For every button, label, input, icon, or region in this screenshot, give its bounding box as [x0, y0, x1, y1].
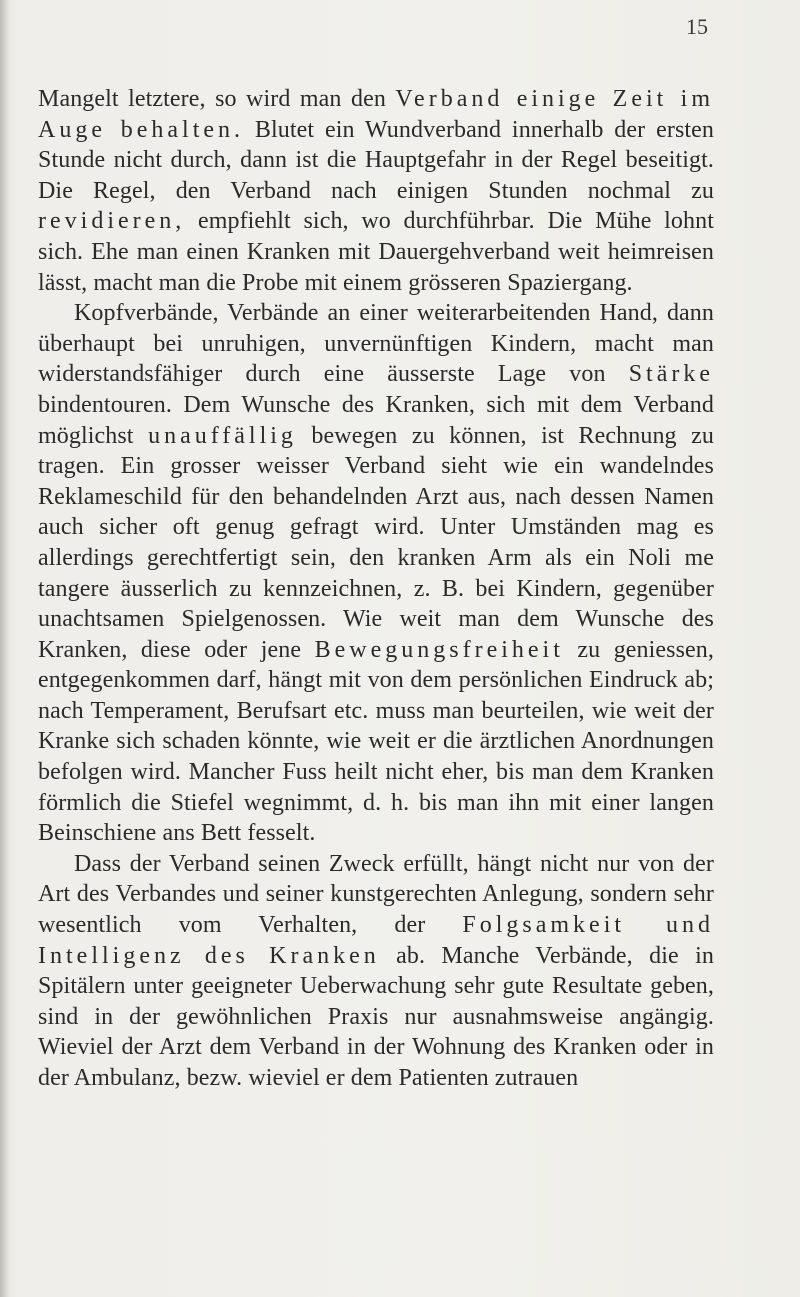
paragraph-1 — [38, 84, 714, 298]
spaced-text-segment: unauffällig — [148, 422, 297, 449]
text-segment: bindentouren. Dem Wunsche des Kranken, sich mit dem Verband möglichst — [38, 391, 714, 449]
text-segment: Kopfverbände, Verbände an einer weiterarbeitenden Hand, dann überhaupt bei unruhigen, unvernünftigen Kindern, macht man widerstandsfähiger durch eine äusserste Lage von — [38, 300, 714, 388]
body-text — [38, 84, 714, 1094]
spaced-text-segment: Stärke — [628, 361, 714, 388]
paragraph-2 — [38, 298, 714, 849]
spaced-text-segment: revidieren, — [38, 208, 186, 235]
spaced-text-segment: Bewegungsfreiheit — [314, 636, 564, 663]
spaced-text-segment: Folgsamkeit und Intelligenz des Kranken — [38, 912, 714, 969]
text-segment: empfiehlt sich, wo durchführbar. Die Mühe lohnt sich. Ehe man einen Kranken mit Dauergehverband weit heimreisen lässt, macht man die Probe mit einem grösseren Spaziergang. — [38, 208, 714, 296]
text-segment: Dass der Verband seinen Zweck erfüllt, hängt nicht nur von der Art des Verbandes und seiner kunstgerechten Anlegung, sondern sehr wesentlich vom Verhalten, der — [38, 850, 714, 939]
text-segment: Mangelt letztere, so wird man den — [38, 86, 396, 112]
page-gutter-shadow — [0, 0, 10, 1297]
text-segment: zu geniessen, entgegenkommen darf, hängt mit von dem persönlichen Eindruck ab; nach Temperament, Berufsart etc. muss man beurteilen, wie weit der Kranke sich schaden könnte, wie weit er die ärztlichen Anordnungen befolgen wird. Mancher Fuss heilt nicht eher, bis man dem Kranken förmlich die Stiefel wegnimmt, d. h. bis man ihn mit einer langen Beinschiene ans Bett fesselt. — [38, 636, 714, 847]
paragraph-3 — [38, 849, 714, 1094]
page-number: 15 — [686, 14, 708, 39]
text-segment: bewegen zu können, ist Rechnung zu tragen. Ein grosser weisser Verband sieht wie ein wandelndes Reklameschild für den behandelnden Arzt aus, nach dessen Namen auch sicher oft genug gefragt wird. Unter Umständen mag es allerdings gerechtfertigt sein, den kranken Arm als ein Noli me tangere äusserlich zu kennzeichnen, z. B. bei Kindern, gegenüber unachtsamen Spielgenossen. Wie weit man dem Wunsche des Kranken, diese oder jene — [38, 422, 714, 663]
text-segment: ab. Manche Verbände, die in Spitälern unter geeigneter Ueberwachung sehr gute Resultate geben, sind in der gewöhnlichen Praxis nur ausnahmsweise angängig. Wieviel der Arzt dem Verband in der Wohnung des Kranken oder in der Ambulanz, bezw. wieviel er dem Patienten zutrauen — [38, 942, 714, 1091]
text-segment: Blutet ein Wundverband innerhalb der ersten Stunde nicht durch, dann ist die Hauptgefahr in der Regel beseitigt. Die Regel, den Verband nach einigen Stunden nochmal zu — [38, 116, 714, 204]
spaced-text-segment: Verband einige Zeit im Auge behalten. — [38, 86, 715, 143]
